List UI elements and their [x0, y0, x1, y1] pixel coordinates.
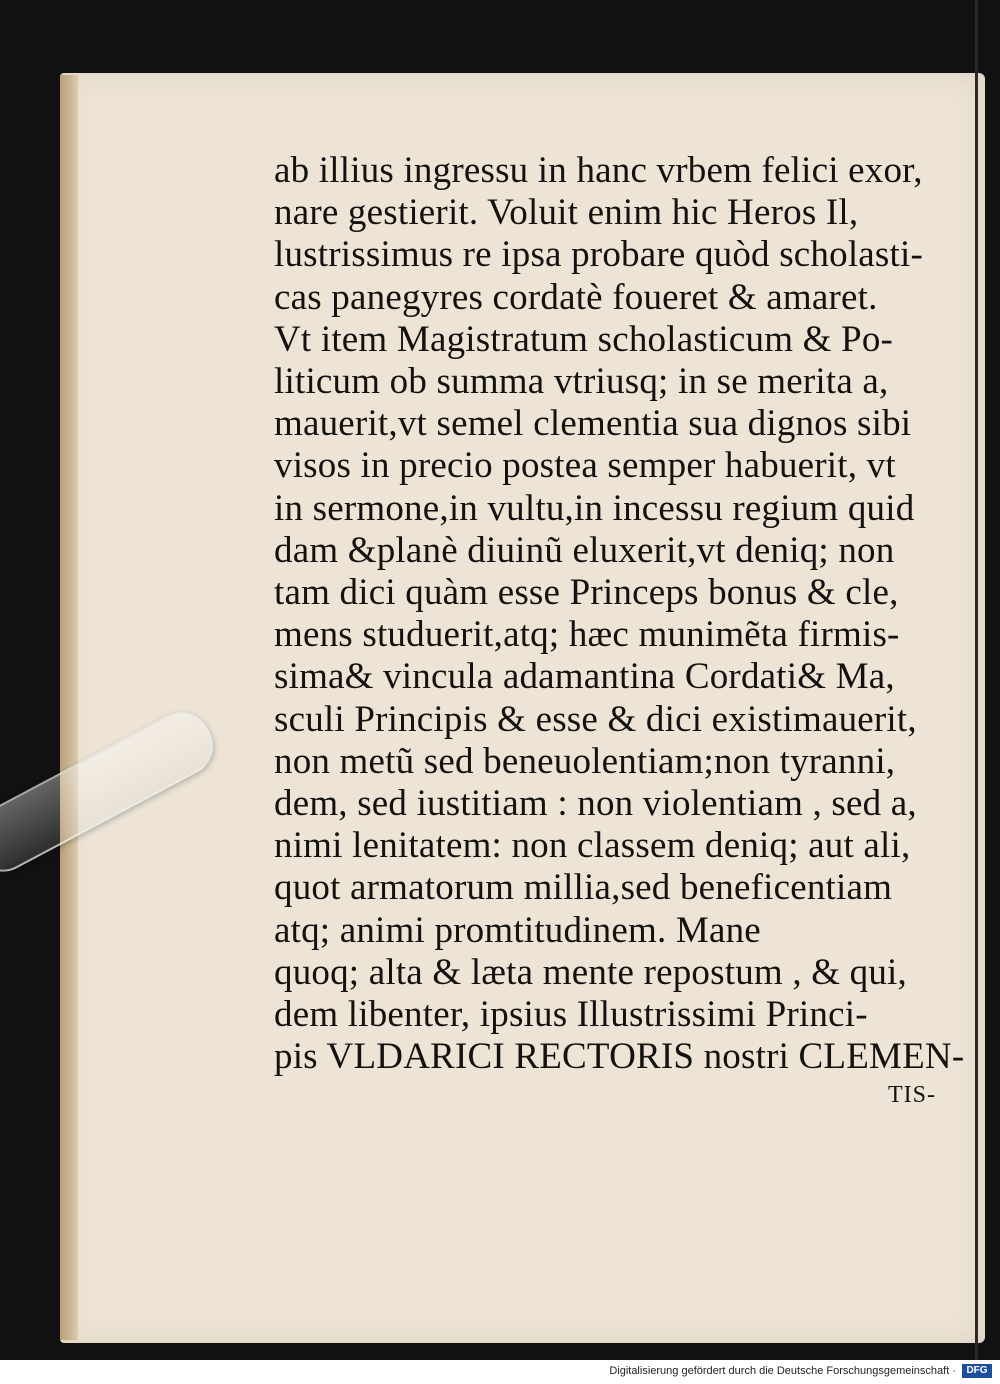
text-line: nimi lenitatem: non classem deniq; aut ali, [274, 825, 911, 867]
text-line: ab illius ingressu in hanc vrbem felici exor, [274, 150, 923, 191]
text-line: quoq; alta & læta mente repostum , & qui, [274, 951, 907, 993]
text-line: mens studuerit,atq; hæc munimẽta firmis- [274, 614, 900, 656]
catchword: TIS- [888, 1082, 936, 1108]
text-line: nare gestierit. Voluit enim hic Heros Il, [274, 192, 859, 234]
text-line: in sermone,in vultu,in incessu regium quid [274, 487, 915, 529]
text-line: dem libenter, ipsius Illustrissimi Princi- [274, 994, 868, 1036]
text-line: cas panegyres cordatè foueret & amaret. [274, 276, 878, 318]
text-line: sculi Principis & esse & dici existimauerit, [274, 698, 917, 740]
footer-credit: Digitalisierung gefördert durch die Deutsche Forschungsgemeinschaft · [609, 1365, 956, 1377]
text-line: quot armatorum millia,sed beneficentiam [274, 867, 893, 909]
scan-border [975, 0, 978, 1360]
text-line: visos in precio postea semper habuerit, vt [274, 445, 896, 487]
text-line: dem, sed iustitiam : non violentiam , sed a, [274, 783, 917, 825]
body-text [274, 150, 964, 1078]
footer-bar [0, 1360, 1000, 1384]
text-line: liticum ob summa vtriusq; in se merita a, [274, 361, 889, 403]
text-line: pis VLDARICI RECTORIS nostri CLEMEN- [274, 1036, 965, 1078]
text-line: Vt item Magistratum scholasticum & Po- [274, 318, 894, 360]
text-line: tam dici quàm esse Princeps bonus & cle, [274, 572, 899, 614]
page-edge [60, 75, 78, 1340]
text-line: sima& vincula adamantina Cordati& Ma, [274, 656, 895, 698]
text-line: atq; animi promtitudinem. Mane [274, 909, 761, 951]
dfg-logo: DFG [962, 1364, 992, 1378]
text-line: non metũ sed beneuolentiam;non tyranni, [274, 740, 896, 782]
text-line: lustrissimus re ipsa probare quòd scholasti- [274, 234, 924, 276]
text-line: mauerit,vt semel clementia sua dignos sibi [274, 403, 912, 445]
text-line: dam &planè diuinũ eluxerit,vt deniq; non [274, 529, 895, 571]
